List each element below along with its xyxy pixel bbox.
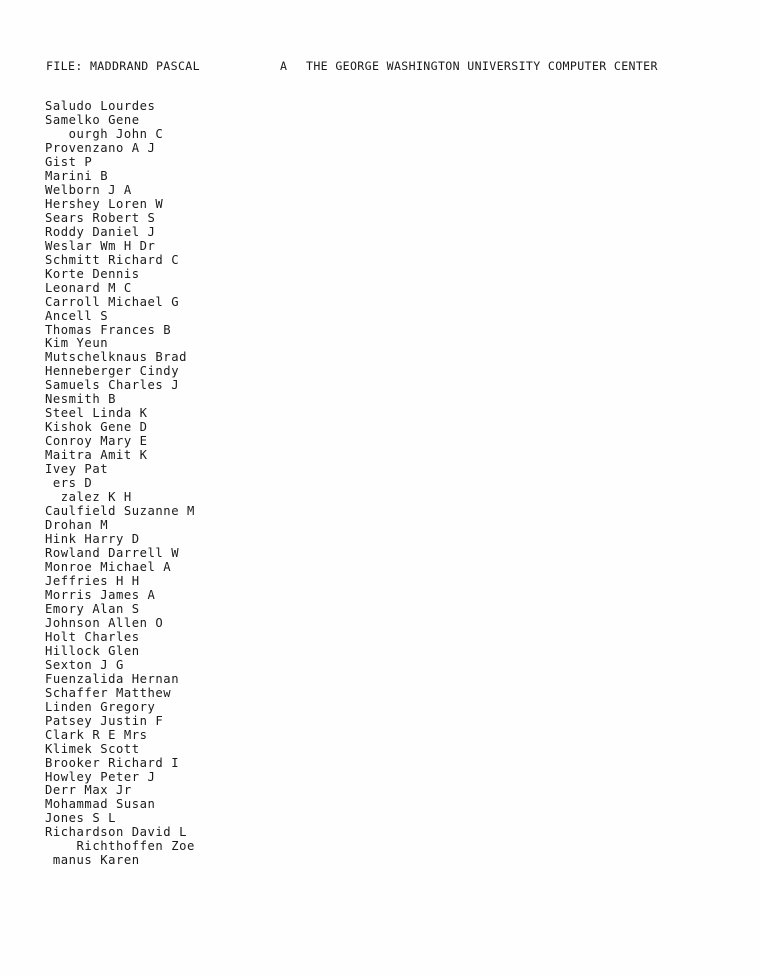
list-item: Sears Robert S (45, 210, 156, 225)
list-item: Hershey Loren W (45, 196, 164, 211)
list-item: ers D (45, 476, 93, 491)
list-item: Richardson David L (45, 825, 187, 840)
list-item: Ivey Pat (45, 462, 109, 477)
list-item: Thomas Frances B (45, 322, 172, 337)
list-item: Brooker Richard I (45, 755, 180, 770)
institution-name: THE GEORGE WASHINGTON UNIVERSITY COMPUTER CENTER (306, 59, 658, 73)
list-item: Fuenzalida Hernan (45, 671, 180, 686)
list-item: Jones S L (45, 811, 116, 826)
list-item: Howley Peter J (45, 769, 156, 784)
list-item: Johnson Allen O (45, 615, 164, 630)
list-item: Mutschelknaus Brad (45, 350, 187, 365)
list-item: Sexton J G (45, 657, 124, 672)
list-item: Kim Yeun (45, 336, 109, 351)
file-flag: A (280, 59, 288, 73)
list-item: Richthoffen Zoe (45, 839, 195, 854)
list-item: Clark R E Mrs (45, 727, 148, 742)
printout-header (46, 58, 658, 74)
list-item: Hillock Glen (45, 643, 140, 658)
list-item: Samelko Gene (45, 112, 140, 127)
list-item: Welborn J A (45, 182, 132, 197)
list-item: Holt Charles (45, 629, 140, 644)
list-item: Mohammad Susan (45, 797, 156, 812)
list-item: Weslar Wm H Dr (45, 238, 156, 253)
list-item: Ancell S (45, 308, 109, 323)
name-list (45, 100, 195, 868)
list-item: Steel Linda K (45, 406, 148, 421)
list-item: Klimek Scott (45, 741, 140, 756)
list-item: Henneberger Cindy (45, 364, 180, 379)
list-item: Morris James A (45, 587, 156, 602)
list-item: Samuels Charles J (45, 378, 180, 393)
list-item: Patsey Justin F (45, 713, 164, 728)
list-item: Kishok Gene D (45, 420, 148, 435)
list-item: Linden Gregory (45, 699, 156, 714)
list-item: Saludo Lourdes (45, 99, 156, 113)
list-item: Drohan M (45, 518, 109, 533)
list-item: Gist P (45, 154, 93, 169)
list-item: Derr Max Jr (45, 783, 132, 798)
list-item: Schmitt Richard C (45, 252, 180, 267)
list-item: Roddy Daniel J (45, 224, 156, 239)
list-item: Jeffries H H (45, 573, 140, 588)
list-item: Korte Dennis (45, 266, 140, 281)
list-item: Marini B (45, 168, 109, 183)
list-item: Rowland Darrell W (45, 546, 180, 560)
list-item: Conroy Mary E (45, 434, 148, 449)
list-item: Maitra Amit K (45, 448, 148, 463)
list-item: Monroe Michael A (45, 559, 172, 574)
list-item: zalez K H (45, 490, 132, 505)
list-item: Hink Harry D (45, 532, 140, 547)
list-item: Caulfield Suzanne M (45, 504, 195, 519)
list-item: ourgh John C (45, 126, 164, 141)
list-item: manus Karen (45, 853, 140, 868)
file-label: FILE: MADDRAND PASCAL (46, 59, 200, 73)
list-item: Provenzano A J (45, 140, 156, 155)
list-item: Carroll Michael G (45, 294, 180, 309)
list-item: Nesmith B (45, 392, 116, 407)
list-item: Leonard M C (45, 280, 132, 295)
list-item: Schaffer Matthew (45, 685, 172, 700)
list-item: Emory Alan S (45, 601, 140, 616)
